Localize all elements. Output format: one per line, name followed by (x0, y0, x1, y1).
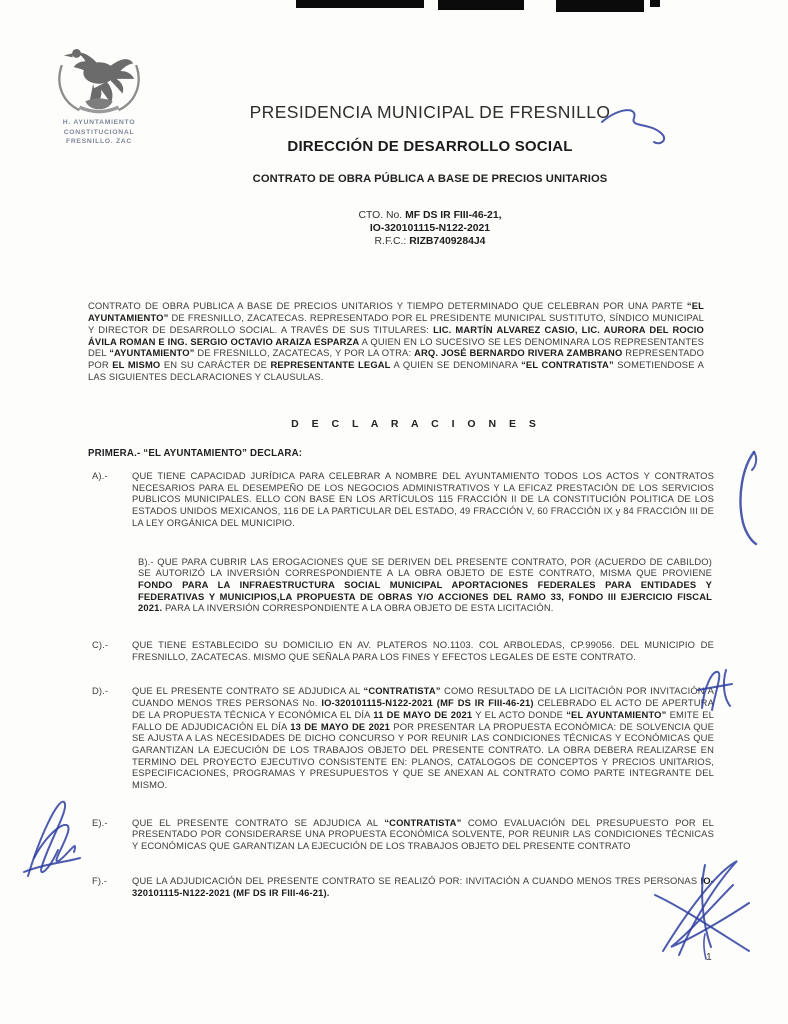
declaration-text-b: B).- QUE PARA CUBRIR LAS EROGACIONES QUE SE DERIVEN DEL PRESENTE CONTRATO, POR (ACUERDO DE CABILDO) SE AUTORIZÓ LA INVERSIÓN CORRESPONDIENTE A LA OBRA OBJETO DE ESTE CONTRATO, MISMA QUE PROVIENE FONDO PARA LA INFRAESTRUCTURA SOCIAL MUNICIPAL APORTACIONES FEDERALES PARA ENTIDADES Y FEDERATIVAS Y MUNICIPIOS,LA PROPUESTA DE OBRAS Y/O ACCIONES DEL RAMO 33, FONDO III EJERCICIO FISCAL 2021. PARA LA INVERSIÓN CORRESPONDIENTE A LA OBRA OBJETO DE ESTA LICITACIÓN. (138, 555, 712, 614)
redaction-mark (296, 0, 424, 8)
declaration-text-f: QUE LA ADJUDICACIÓN DEL PRESENTE CONTRATO SE REALIZÓ POR: INVITACIÓN A CUANDO MENOS TRES PERSONAS IO-320101115-N122-2021 (MF DS IR FIII-46-21). (132, 874, 714, 898)
letterhead-line2: CONSTITUCIONAL (63, 128, 135, 136)
rfc-label: R.F.C.: (374, 236, 410, 248)
signature-left-margin (14, 788, 89, 883)
pen-mark-title-underline (598, 104, 678, 148)
redaction-mark (438, 0, 524, 10)
declaration-item-e (88, 817, 714, 852)
declaration-item-f (88, 875, 714, 898)
tender-number: IO-320101115-N122-2021 (369, 223, 491, 235)
pen-mark-right-margin (732, 448, 762, 548)
declaration-label-f: F).- (92, 874, 108, 886)
page-number: 1 (706, 951, 712, 963)
rfc-value: RIZB7409284J4 (409, 236, 486, 248)
department-title: DIRECCIÓN DE DESARROLLO SOCIAL (287, 138, 573, 155)
declaration-item-a (88, 470, 714, 529)
document-type-title: CONTRATO DE OBRA PÚBLICA A BASE DE PRECIOS UNITARIOS (252, 173, 608, 185)
letterhead-line3: FRESNILLO. ZAC (65, 138, 133, 145)
declaration-item-b (88, 556, 714, 615)
declaration-label-d: D).- (92, 685, 109, 697)
reference-block (104, 209, 756, 249)
redaction-mark (650, 0, 660, 7)
declaration-text-c: QUE TIENE ESTABLECIDO SU DOMICILIO EN AV. PLATEROS NO.1103. COL ARBOLEDAS, CP.99056. DEL MUNICIPIO DE FRESNILLO, ZACATECAS. MISMO QUE SEÑALA PARA LOS FINES Y EFECTOS LEGALES DE ESTE CONTRATO. (132, 639, 714, 662)
declaration-item-d (88, 685, 714, 790)
contract-number-label: CTO. No. (358, 210, 406, 221)
redaction-mark (556, 0, 644, 12)
contract-number-line (104, 209, 756, 222)
declarations-heading: D E C L A R A C I O N E S (291, 418, 541, 430)
intro-paragraph: CONTRATO DE OBRA PUBLICA A BASE DE PRECIOS UNITARIOS Y TIEMPO DETERMINADO QUE CELEBRAN POR UNA PARTE “EL AYUNTAMIENTO” DE FRESNILLO, ZACATECAS. REPRESENTADO POR EL PRESIDENTE MUNICIPAL SUSTITUTO, SÍNDICO MUNICIPAL Y DIRECTOR DE DESARROLLO SOCIAL. A TRAVÉS DE SUS TITULARES: LIC. MARTÍN ALVAREZ CASIO, LIC. AURORA DEL ROCIO ÁVILA ROMAN E ING. SERGIO OCTAVIO ARAIZA ESPARZA A QUIEN EN LO SUCESIVO SE LES DENOMINARA LOS REPRESENTANTES DEL “AYUNTAMIENTO” DE FRESNILLO, ZACATECAS, Y POR LA OTRA: ARQ. JOSÉ BERNARDO RIVERA ZAMBRANO REPRESENTADO POR EL MISMO EN SU CARÁCTER DE REPRESENTANTE LEGAL A QUIEN SE DENOMINARA “EL CONTRATISTA” SOMETIENDOSE A LAS SIGUIENTES DECLARACIONES Y CLAUSULAS. (88, 300, 705, 382)
declaration-text-e: QUE EL PRESENTE CONTRATO SE ADJUDICA AL “CONTRATISTA” COMO EVALUACIÓN DEL PRESUPUESTO POR EL PRESENTADO POR CONSIDERARSE UNA PROPUESTA ECONÓMICA SOLVENTE, POR REUNIR LAS CONDICIONES TÉCNICAS Y ECONÓMICAS QUE GARANTIZAN LA EJECUCIÓN DE LOS TRABAJOS OBJETO DEL PRESENTE CONTRATO (132, 816, 714, 852)
declaration-text-d: QUE EL PRESENTE CONTRATO SE ADJUDICA AL “CONTRATISTA” COMO RESULTADO DE LA LICITACIÓN POR INVITACIÓN A CUANDO MENOS TRES PERSONAS No. IO-320101115-N122-2021 (MF DS IR FIII-46-21) CELEBRADO EL ACTO DE APERTURA DE LA PROPUESTA TÉCNICA Y ECONÓMICA EL DÍA 11 DE MAYO DE 2021 Y EL ACTO DONDE “EL AYUNTAMIENTO” EMITE EL FALLO DE ADJUDICACIÓN EL DÍA 13 DE MAYO DE 2021 POR PRESENTAR LA PROPUESTA ECONÓMICA: DE SOLVENCIA QUE SE AJUSTA A LAS NECESIDADES DE DICHO CONCURSO Y POR REUNIR LAS CONDICIONES TÉCNICAS Y ECONÓMICAS QUE GARANTIZAN LA EJECUCIÓN DE LOS TRABAJOS OBJETO DEL PRESENTE CONTRATO. LA OBRA DEBERA REALIZARSE EN TERMINO DEL PROYECTO EJECUTIVO CONSISTENTE EN: PLANOS, CATALOGOS DE CONCEPTOS Y PRECIOS UNITARIOS, ESPECIFICACIONES, PROGRAMAS Y PRESUPUESTOS Y QUE SE ANEXAN AL CONTRATO COMO PARTE INTEGRANTE DEL MISMO. (132, 685, 715, 791)
declaration-label-c: C).- (92, 639, 109, 651)
pen-mark-annotation (692, 664, 737, 714)
page-title: PRESIDENCIA MUNICIPAL DE FRESNILLO (249, 102, 611, 122)
declaration-label-e: E).- (92, 816, 108, 828)
declaration-text-a: QUE TIENE CAPACIDAD JURÍDICA PARA CELEBRAR A NOMBRE DEL AYUNTAMIENTO TODOS LOS ACTOS Y CONTRATOS NECESARIOS PARA EL DESEMPEÑO DE LOS NEGOCIOS ADMINISTRATIVOS Y LA EFICAZ PRESTACIÓN DE LOS SERVICIOS PUBLICOS MUNICIPALES. ELLO CON BASE EN LOS ARTÍCULOS 115 FRACCIÓN II DE LA CONSTITUCIÓN POLITICA DE LOS ESTADOS UNIDOS MEXICANOS, 116 DE LA PARTICULAR DEL ESTADO, 49 FRACCIÓN V, 60 FRACCIÓN IX y 84 FRACCIÓN III DE LA LEY ORGÁNICA DEL MUNICIPIO. (132, 470, 714, 528)
declarations-list (88, 470, 714, 925)
declaration-label-a: A).- (92, 470, 108, 481)
contract-number-value: MF DS IR FIII-46-21, (405, 210, 502, 221)
primera-clause-heading: PRIMERA.- “EL AYUNTAMIENTO” DECLARA: (88, 448, 303, 459)
rfc-line (104, 235, 756, 248)
declaration-item-c (88, 639, 714, 662)
letterhead-line1: H. AYUNTAMIENTO (62, 119, 136, 126)
